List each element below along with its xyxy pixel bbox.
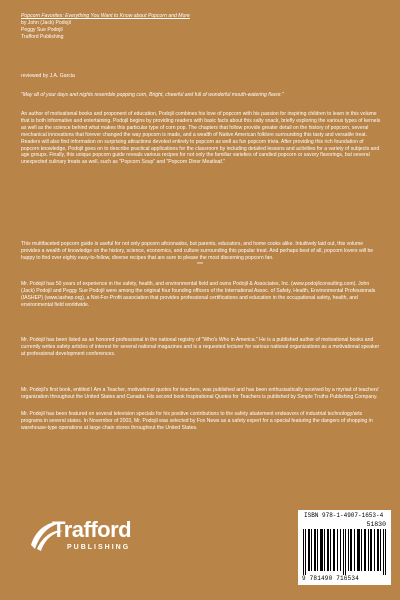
trafford-logo	[27, 511, 142, 561]
book-title: Popcorn Favorites: Everything You Want to Know about Popcorn and More	[21, 13, 190, 19]
isbn-barcode	[298, 510, 391, 585]
price-code: 51830	[366, 521, 386, 528]
author-line: by John (Jack) Podojil	[21, 20, 71, 26]
logo-wordmark: Trafford	[52, 517, 132, 542]
author-block	[21, 20, 381, 41]
reviewer-credit: reviewed by J.A. Garcia	[21, 73, 75, 79]
review-paragraph-2: This multifaceted popcorn guide is useful for not only popcorn aficionados, but parents, educators, and home cooks alike. Intuitively laid out, this volume provides a wealth of knowledge on the history, science, economics, and culture surrounding this popular treat. And perhaps best of all, popcorn lovers will be happy to find over eighty easy-to-follow, diverse recipes that are sure to please the most discerning popcorn fan.	[21, 241, 374, 261]
opening-quote: "May all of your days and nights resemble popping corn, Bright, cheerful and full of wonderful mouth-watering flavor."	[21, 92, 284, 98]
coauthor-line: Peggy Sue Podojil	[21, 26, 63, 33]
publisher-line: Trafford Publishing	[21, 33, 64, 40]
barcode-bars-icon	[302, 529, 388, 575]
bio-paragraph-4: Mr. Podojil has been featured on several television specials for his positive contributions to the safety abatement endeavors of industrial technology/arts programs in several states. In November of 2003, Mr. Podojil was selected by Fox News as a safety expert for a special featuring the dangers of shopping in warehouse-type operations at large chain stores throughout the United States.	[21, 411, 373, 431]
logo-tagline: PUBLISHING	[67, 544, 131, 551]
section-separator: ***	[197, 262, 203, 268]
barcode-digits: 9 781490 716534	[302, 575, 360, 582]
bio-paragraph-3: Mr. Podojil's first book, entitled I Am a Teacher, motivational quotes for teachers, was published and has been enthusiastically received by a myriad of teachers' organization throughout the United States and Canada. His second book Inspirational Quotes for Teachers is published by Simple Truths Publishing Company.	[21, 387, 380, 400]
review-paragraph-1: An author of motivational books and proponent of education, Podojil combines his love of popcorn with his passion for inspiring children to learn in this volume that is both informative and entertaining. Podojil begins by providing readers with basic facts about this salty snack, briefly exploring the various types of kernels as well as the science behind what makes this particular type of corn pop. The chapters that follow provide greater detail on the history of popcorn, several mechanical innovations that forever changed the way popcorn is made, and a wealth of Native American folklore surrounding this tasty and versatile treat. Readers will also find information on surprising attractions devoted entirely to popcorn as well as fun popcorn trivia. After providing this rich foundation of popcorn knowledge, Podojil goes on to describe practical applications for the classroom by including detailed lessons and activities for a variety of subjects and age groups. Finally, this unique popcorn guide reveals various recipes for not only the familiar varieties of candied popcorn or savory flavorings, but several unexpected culinary treats as well, such as "Popcorn Soup" and "Popcorn Diner Meatloaf."	[21, 111, 381, 166]
bio-paragraph-1: Mr. Podojil has 50 years of experience in the safety, health, and environmental field and owns Podojil & Associates, Inc. (www.podojilconsulting.com). John (Jack) Podojil and Peggy Sue Podojil were among the original four founding officers of the International Assoc. of Safety, Health, Environmental Professionals (IASHEP) (www.iashep.org), a Not-For-Profit association that provides professional certifications and education in the occupational safety, health, and environmental field worldwide.	[21, 281, 376, 308]
isbn-label: ISBN 978-1-4907-1653-4	[304, 512, 384, 519]
bio-paragraph-2: Mr. Podojil has been listed as an honored professional in the national registry of "Who's Who in America." He is a published author of motivational books and currently writes safety articles of interest for several national magazines and is a requested lecturer for various national organizations as a motivational speaker at professional development conferences.	[21, 337, 380, 357]
